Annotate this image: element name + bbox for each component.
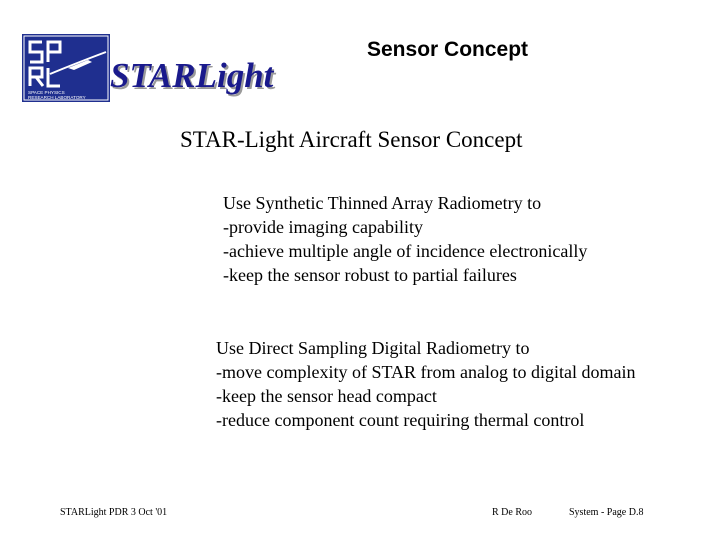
slide-subtitle: STAR-Light Aircraft Sensor Concept <box>180 127 523 152</box>
footer-author: R De Roo <box>492 507 532 518</box>
block-line: -achieve multiple angle of incidence electronically <box>223 241 588 261</box>
footer-page: System - Page D.8 <box>569 507 644 518</box>
block-line: -keep the sensor head compact <box>216 386 437 406</box>
brand-wordmark: STARLight <box>110 56 274 95</box>
block-line: -reduce component count requiring thermal control <box>216 410 585 430</box>
block-line: Use Direct Sampling Digital Radiometry to <box>216 338 530 358</box>
block-line: -move complexity of STAR from analog to digital domain <box>216 362 636 382</box>
block-line: -keep the sensor robust to partial failures <box>223 265 517 285</box>
footer-left: STARLight PDR 3 Oct '01 <box>60 507 168 518</box>
block-line: Use Synthetic Thinned Array Radiometry to <box>223 193 542 213</box>
logo-caption-2: RESEARCH LABORATORY <box>28 95 86 100</box>
block-line: -provide imaging capability <box>223 217 423 237</box>
logo-caption: SPACE PHYSICS <box>28 90 65 95</box>
slide-title: Sensor Concept <box>367 38 529 61</box>
text-block-direct-sampling <box>216 336 635 432</box>
sprl-logo <box>22 34 110 102</box>
text-block-synthetic-array <box>223 191 587 287</box>
